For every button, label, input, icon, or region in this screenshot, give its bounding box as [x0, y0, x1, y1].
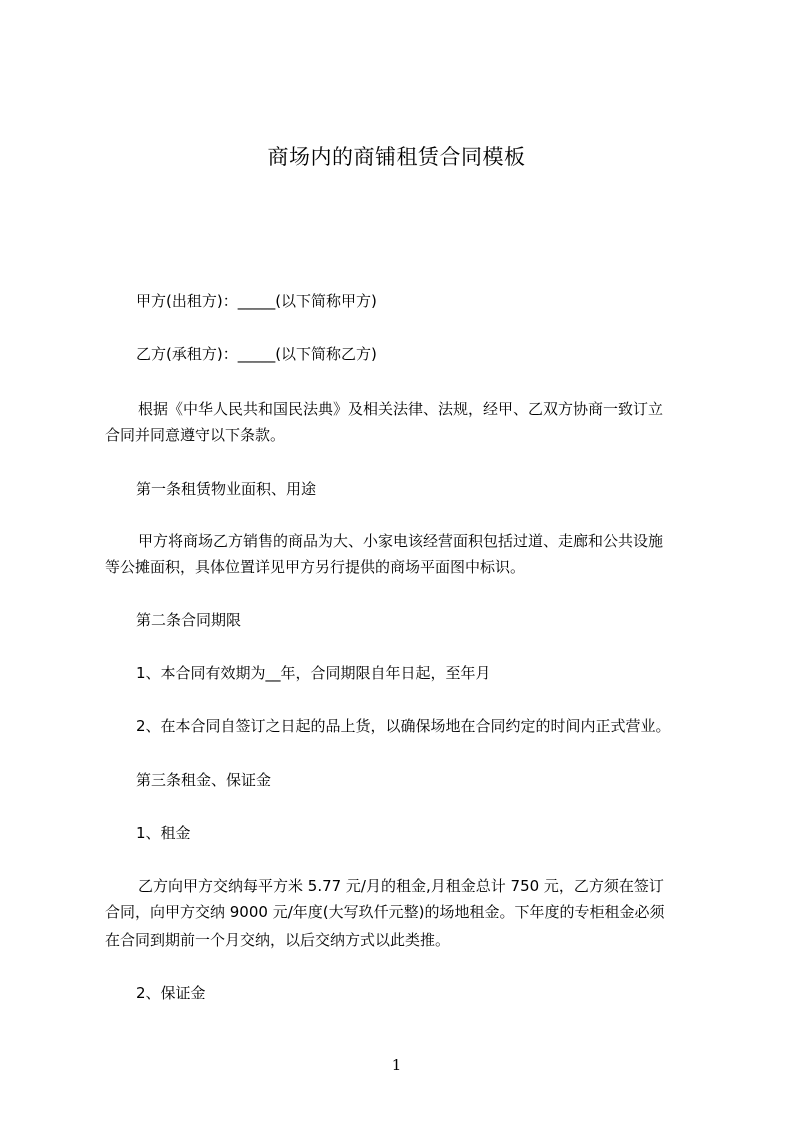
article-3-heading: 第三条租金、保证金 — [136, 771, 272, 789]
article-2-item-1: 1、本合同有效期为__年，合同期限自年日起，至年月 — [136, 664, 491, 682]
article-2-heading: 第二条合同期限 — [136, 611, 242, 629]
intro-paragraph-line-2: 合同并同意遵守以下条款。 — [105, 426, 286, 444]
party-a-line: 甲方(出租方)：_____(以下简称甲方) — [136, 292, 377, 310]
article-2-item-2: 2、在本合同自签订之日起的品上货，以确保场地在合同约定的时间内正式营业。 — [136, 717, 671, 735]
article-1-heading: 第一条租赁物业面积、用途 — [136, 480, 317, 498]
intro-paragraph-line-1: 根据《中华人民共和国民法典》及相关法律、法规，经甲、乙双方协商一致订立 — [138, 400, 664, 418]
rent-heading: 1、租金 — [136, 824, 191, 842]
rent-paragraph-line-1: 乙方向甲方交纳每平方米 5.77 元/月的租金,月租金总计 750 元，乙方须在签订 — [138, 877, 664, 895]
rent-paragraph-line-3: 在合同到期前一个月交纳，以后交纳方式以此类推。 — [105, 931, 451, 949]
deposit-heading: 2、保证金 — [136, 984, 206, 1002]
party-b-line: 乙方(承租方)：_____(以下简称乙方) — [136, 345, 377, 363]
rent-paragraph-line-2: 合同，向甲方交纳 9000 元/年度(大写玖仟元整)的场地租金。下年度的专柜租金必须 — [105, 903, 665, 921]
document-title: 商场内的商铺租赁合同模板 — [267, 145, 526, 169]
article-1-paragraph-line-2: 等公摊面积，具体位置详见甲方另行提供的商场平面图中标识。 — [105, 558, 526, 576]
page-number: 1 — [391, 1056, 402, 1074]
article-1-paragraph-line-1: 甲方将商场乙方销售的商品为大、小家电该经营面积包括过道、走廊和公共设施 — [138, 532, 664, 550]
